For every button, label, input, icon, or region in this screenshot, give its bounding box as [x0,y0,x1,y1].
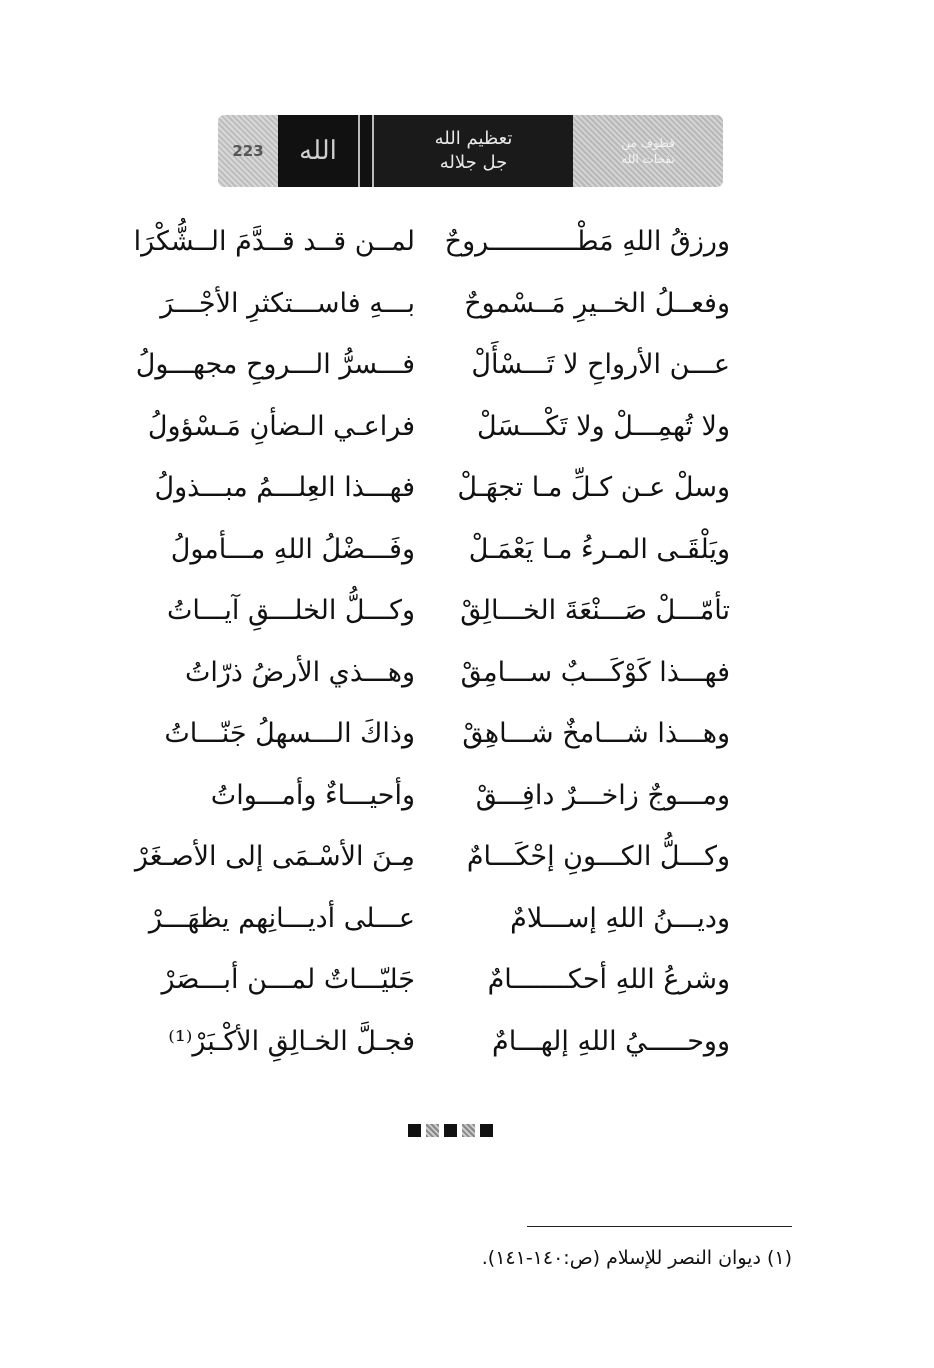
verse-first-hemistich: ووحـــــيُ اللهِ إلهـــامٌ [492,1025,730,1057]
header-banner [218,115,723,187]
verse-first-hemistich: فهـــذا كَوْكَـــبٌ ســـامِقْ [460,656,730,688]
verse-second-hemistich: وهـــذي الأرضُ ذرّاتُ [184,656,415,688]
verse-second-hemistich: وأحيـــاءٌ وأمـــواتُ [210,779,415,811]
page-number-box [218,115,278,187]
series-title-box [573,115,723,187]
verse-first-hemistich: وكـــلُّ الكـــونِ إحْكَـــامٌ [466,841,730,872]
verse-second-hemistich: فراعـي الـضأنِ مَـسْؤولُ [147,410,415,442]
verse-second-hemistich: وكـــلُّ الخلـــقِ آيـــاتُ [167,595,415,626]
verse [133,212,750,274]
verse-first-hemistich: وهـــذا شـــامخٌ شـــاهِقْ [462,718,730,749]
separator-square [408,1124,421,1137]
footnote: (١) ديوان النصر للإسلام (ص:١٤٠-١٤١). [481,1247,792,1269]
verse-first-hemistich: وفعــلُ الخــيرِ مَــسْموحٌ [464,287,730,319]
separator-square [462,1124,475,1137]
verse-second-hemistich: عـــلى أديـــانِهم يظهَـــرْ [148,902,415,934]
banner-divider [358,115,374,187]
section-separator [408,1124,493,1137]
verse [150,1012,750,1074]
verse-second-hemistich: فهـــذا العِلـــمُ مبـــذولُ [154,472,415,503]
verse-first-hemistich: ولا تُهمِـــلْ ولا تَكْـــسَلْ [476,410,730,442]
verse [150,704,750,766]
footnote-rule [527,1226,792,1227]
verse-first-hemistich: عـــن الأرواحِ لا تَـــسْأَلْ [471,349,730,380]
verse [150,766,750,828]
chapter-title-line2: جل جلاله [439,152,508,173]
verse-second-hemistich: فـــسرُّ الـــروحِ مجهـــولُ [135,349,415,380]
chapter-title-box [374,115,573,187]
verse [135,335,750,397]
verse-first-hemistich: ويَلْقَـى المـرءُ مـا يَعْمَـلْ [468,533,730,565]
verse [147,397,750,459]
series-title-line1: قطوف من [621,136,675,150]
verse-first-hemistich: وشرعُ اللهِ أحكـــــــامٌ [487,964,730,995]
verse [134,827,750,889]
verse-second-hemistich: مِـنَ الأسْـمَى إلى الأصـغَرْ [134,841,415,872]
verse-first-hemistich: وسلْ عـن كـلِّ مـا تجهَـلْ [457,472,730,503]
verse-second-hemistich: وذاكَ الـــسهلُ جَنّـــاتُ [164,718,415,749]
chapter-title-line1: تعظيم الله [434,128,513,149]
verse-first-hemistich: تأمّـــلْ صَـــنْعَةَ الخـــالِقْ [460,595,730,626]
verse-second-hemistich: وفَـــضْلُ اللهِ مـــأمولُ [170,533,415,565]
verse [150,458,750,520]
verse [150,581,750,643]
page-number: 223 [232,142,264,160]
verse [150,950,750,1012]
separator-square [480,1124,493,1137]
verse-first-hemistich: ومـــوجٌ زاخـــرٌ دافِـــقْ [475,779,730,811]
verse [150,274,750,336]
verse-first-hemistich: وديـــنُ اللهِ إســـلامٌ [510,902,730,934]
separator-square [426,1124,439,1137]
separator-square [444,1124,457,1137]
verse [150,643,750,705]
poem [133,212,750,1073]
allah-calligraphy-glyph: الله [299,136,337,166]
verse-second-hemistich: بـــهِ فاســـتكثرِ الأجْـــرَ [160,287,415,319]
verse-first-hemistich: ورزقُ اللهِ مَطْـــــــــــروحٌ [444,226,730,257]
verse-second-hemistich: لمــن قــد قــدَّمَ الــشُّكْرَا [133,226,415,257]
verse [150,889,750,951]
series-title-line2: نفحات الله [621,152,675,166]
verse-second-hemistich: جَليّـــاتٌ لمـــن أبـــصَرْ [161,964,415,995]
verse [150,520,750,582]
allah-calligraphy-logo [278,115,358,187]
verse-second-hemistich: فجـلَّ الخـالِقِ الأكْـبَرْ⁽¹⁾ [168,1025,415,1057]
